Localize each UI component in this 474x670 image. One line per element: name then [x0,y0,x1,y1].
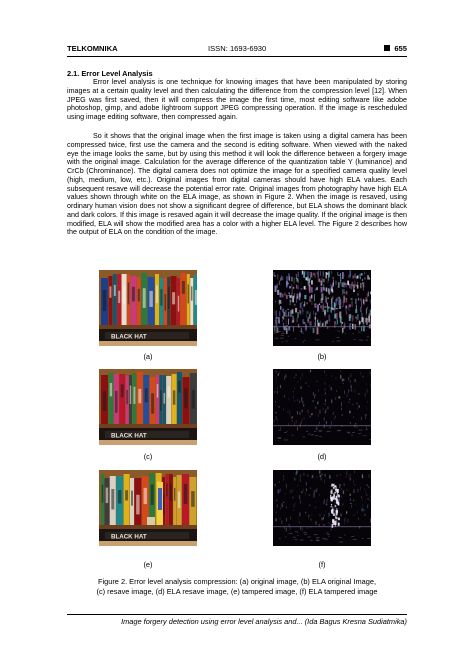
figure-panel-ela-resave [273,369,371,445]
square-bullet-icon [384,45,390,51]
paragraph-text: So it shows that the original image when the first image is taken using a digital camera has been compressed twice, first use the camera and the second is editing software. When viewed with the naked eye the image looks the same, but by using this method it will look the difference between a forgery image with the original image. Calculation for the average difference of the quantization table Y (luminance) and CrCb (Chrominance). The digital camera does not optimize the image for a specified camera quality level (high, medium, low, etc.). Original images from digital cameras should have high ELA values. Each subsequent resave will decrease the potential error rate. Original images from photography have high ELA values shown through white on the ELA image, as shown in Figure 2. When the image is resaved, using ordinary human vision does not show a significant degree of difference, but ELA shows the dominant black and dark colors. If this image is resaved again it will decrease the image quality. If the original image is then modified, ELA will show the modified area has a color with a higher ELA level. The Figure 2 describes how the output of ELA on the condition of the image. [67,132,407,237]
figure-panel-original-image [99,270,197,346]
header-rule [67,56,407,57]
svg-text:BLACK HAT: BLACK HAT [111,333,147,341]
panel-label: (c) [143,452,153,461]
paragraph-text: Error level analysis is one technique for knowing images that have been manipulated by storing images at a certain quality level and then calculating the difference from the compression level [12]. When JPEG was first saved, then it will compress the image the first time, most editing software like adobe photoshop, gimp, and adobe lightroom support JPEG compressing operation. If the image is rescheduled using image editing software, then compressed again. [67,78,407,121]
journal-name: TELKOMNIKA [67,44,118,53]
bookshelf-photo [99,470,197,546]
panel-label: (b) [317,352,327,361]
bookshelf-photo [99,270,197,346]
figure-panel-ela-original [273,270,371,346]
page-number: 655 [394,44,407,53]
panel-label: (e) [143,560,153,569]
section-title: 2.1. Error Level Analysis [67,69,153,78]
ela-image [273,369,371,445]
running-footer: Image forgery detection using error level analysis and... (Ida Bagus Kresna Sudiatmika) [121,617,407,626]
footer-rule [67,614,407,615]
panel-label: (d) [317,452,327,461]
panel-label: (f) [318,560,326,569]
paragraph [67,132,407,237]
figure-panel-ela-tampered [273,470,371,546]
svg-text:BLACK HAT: BLACK HAT [111,432,147,440]
figure-caption [67,577,407,597]
figure-panel-resave-image [99,369,197,445]
figure-panel-tampered-image [99,470,197,546]
bookshelf-photo [99,369,197,445]
ela-image [273,470,371,546]
ela-image [273,270,371,346]
panel-label: (a) [143,352,153,361]
running-header [67,44,407,56]
paragraph [67,78,407,122]
caption-line: Figure 2. Error level analysis compression: (a) original image, (b) ELA original Image, [97,577,377,586]
caption-line: (c) resave image, (d) ELA resave image, (e) tampered image, (f) ELA tampered image [96,587,378,596]
svg-text:BLACK HAT: BLACK HAT [111,533,147,541]
page-number-group [384,44,407,53]
issn: ISSN: 1693-6930 [208,44,267,53]
